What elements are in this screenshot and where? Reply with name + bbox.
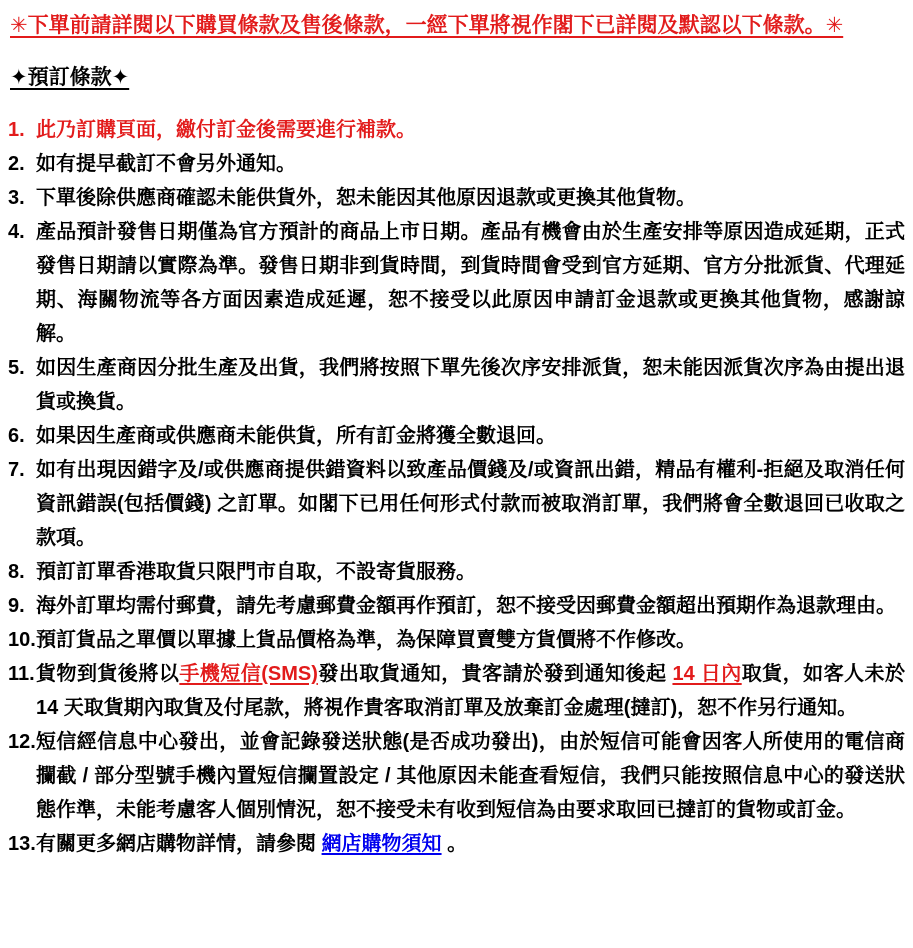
term-item-number: 3. (8, 187, 25, 209)
purchase-notice-title: ✳下單前請詳閱以下購買條款及售後條款，一經下單將視作閣下已詳閱及默認以下條款。✳ (10, 14, 844, 37)
term-text-segment: 有關更多網店購物詳情，請參閱 (36, 833, 322, 855)
term-item-number: 4. (8, 221, 25, 243)
term-item-13 (8, 827, 905, 861)
term-text-segment: 海外訂單均需付郵費，請先考慮郵費金額再作預訂，恕不接受因郵費金額超出預期作為退款理由。 (36, 595, 896, 617)
pickup-deadline-emphasis: 14 日內 (672, 663, 742, 685)
term-text-segment: 下單後除供應商確認未能供貨外，恕未能因其他原因退款或更換其他貨物。 (36, 187, 696, 209)
term-item-7 (8, 453, 905, 555)
term-text-segment: 產品預計發售日期僅為官方預計的商品上市日期。產品有機會由於生產安排等原因造成延期，正式發售日期請以實際為準。發售日期非到貨時間，到貨時間會受到官方延期、官方分批派貨、代理延期、海關物流等各方面因素造成延遲，恕不接受以此原因申請訂金退款或更換其他貨物，感謝諒解。 (36, 221, 905, 345)
term-item-number: 9. (8, 595, 25, 617)
term-text-segment: 取貨，如客人未於 14 天取貨期內取貨及付尾款，將視作貴客取消訂單及放棄訂金處理(撻訂)，恕不作另行通知。 (36, 663, 906, 719)
term-item-number: 1. (8, 119, 25, 141)
term-item-12 (8, 725, 905, 827)
term-item-11 (8, 657, 905, 725)
section-heading-row (8, 40, 905, 91)
term-item-3 (8, 181, 905, 215)
shop-guide-link[interactable]: 網店購物須知 (321, 833, 442, 855)
term-text-segment: 如有提早截訂不會另外通知。 (36, 153, 296, 175)
term-item-4 (8, 215, 905, 351)
term-text-segment: 如有出現因錯字及/或供應商提供錯資料以致產品價錢及/或資訊出錯，精品有權利-拒絕及取消任何資訊錯誤(包括價錢) 之訂單。如閣下已用任何形式付款而被取消訂單，我們將會全數退回已收取之款項。 (36, 459, 905, 549)
term-text-segment: 短信經信息中心發出，並會記錄發送狀態(是否成功發出)，由於短信可能會因客人所使用的電信商攔截 / 部分型號手機內置短信攔置設定 / 其他原因未能查看短信，我們只能按照信息中心的發送狀態作準，未能考慮客人個別情況，恕不接受未有收到短信為由要求取回已撻訂的貨物或訂金。 (36, 731, 905, 821)
term-item-number: 8. (8, 561, 25, 583)
term-item-8 (8, 555, 905, 589)
term-item-number: 13. (8, 833, 36, 855)
sms-notice-emphasis: 手機短信(SMS) (179, 663, 318, 685)
term-item-5 (8, 351, 905, 419)
term-item-number: 6. (8, 425, 25, 447)
term-item-1 (8, 113, 905, 147)
term-item-6 (8, 419, 905, 453)
term-text-segment: 貨物到貨後將以 (36, 663, 180, 685)
term-item-number: 10. (8, 629, 36, 651)
terms-list (8, 113, 905, 861)
term-text-segment: 發出取貨通知，貴客請於發到通知後起 (317, 663, 673, 685)
term-text-segment: 如因生產商因分批生產及出貨，我們將按照下單先後次序安排派貨，恕未能因派貨次序為由提出退貨或換貨。 (36, 357, 905, 413)
term-item-2 (8, 147, 905, 181)
term-text-segment: 此乃訂購頁面，繳付訂金後需要進行補款。 (36, 119, 416, 141)
term-text-segment: 如果因生產商或供應商未能供貨，所有訂金將獲全數退回。 (36, 425, 556, 447)
preorder-terms-heading: ✦預訂條款✦ (10, 66, 130, 89)
term-item-number: 11. (8, 663, 35, 685)
term-text-segment: 。 (441, 833, 468, 855)
term-item-number: 12. (8, 731, 36, 753)
term-item-number: 2. (8, 153, 25, 175)
term-item-number: 7. (8, 459, 25, 481)
term-text-segment: 預訂訂單香港取貨只限門市自取，不設寄貨服務。 (36, 561, 476, 583)
term-text-segment: 預訂貨品之單價以單據上貨品價格為準，為保障買賣雙方貨價將不作修改。 (36, 629, 696, 651)
term-item-number: 5. (8, 357, 25, 379)
term-item-9 (8, 589, 905, 623)
term-item-10 (8, 623, 905, 657)
